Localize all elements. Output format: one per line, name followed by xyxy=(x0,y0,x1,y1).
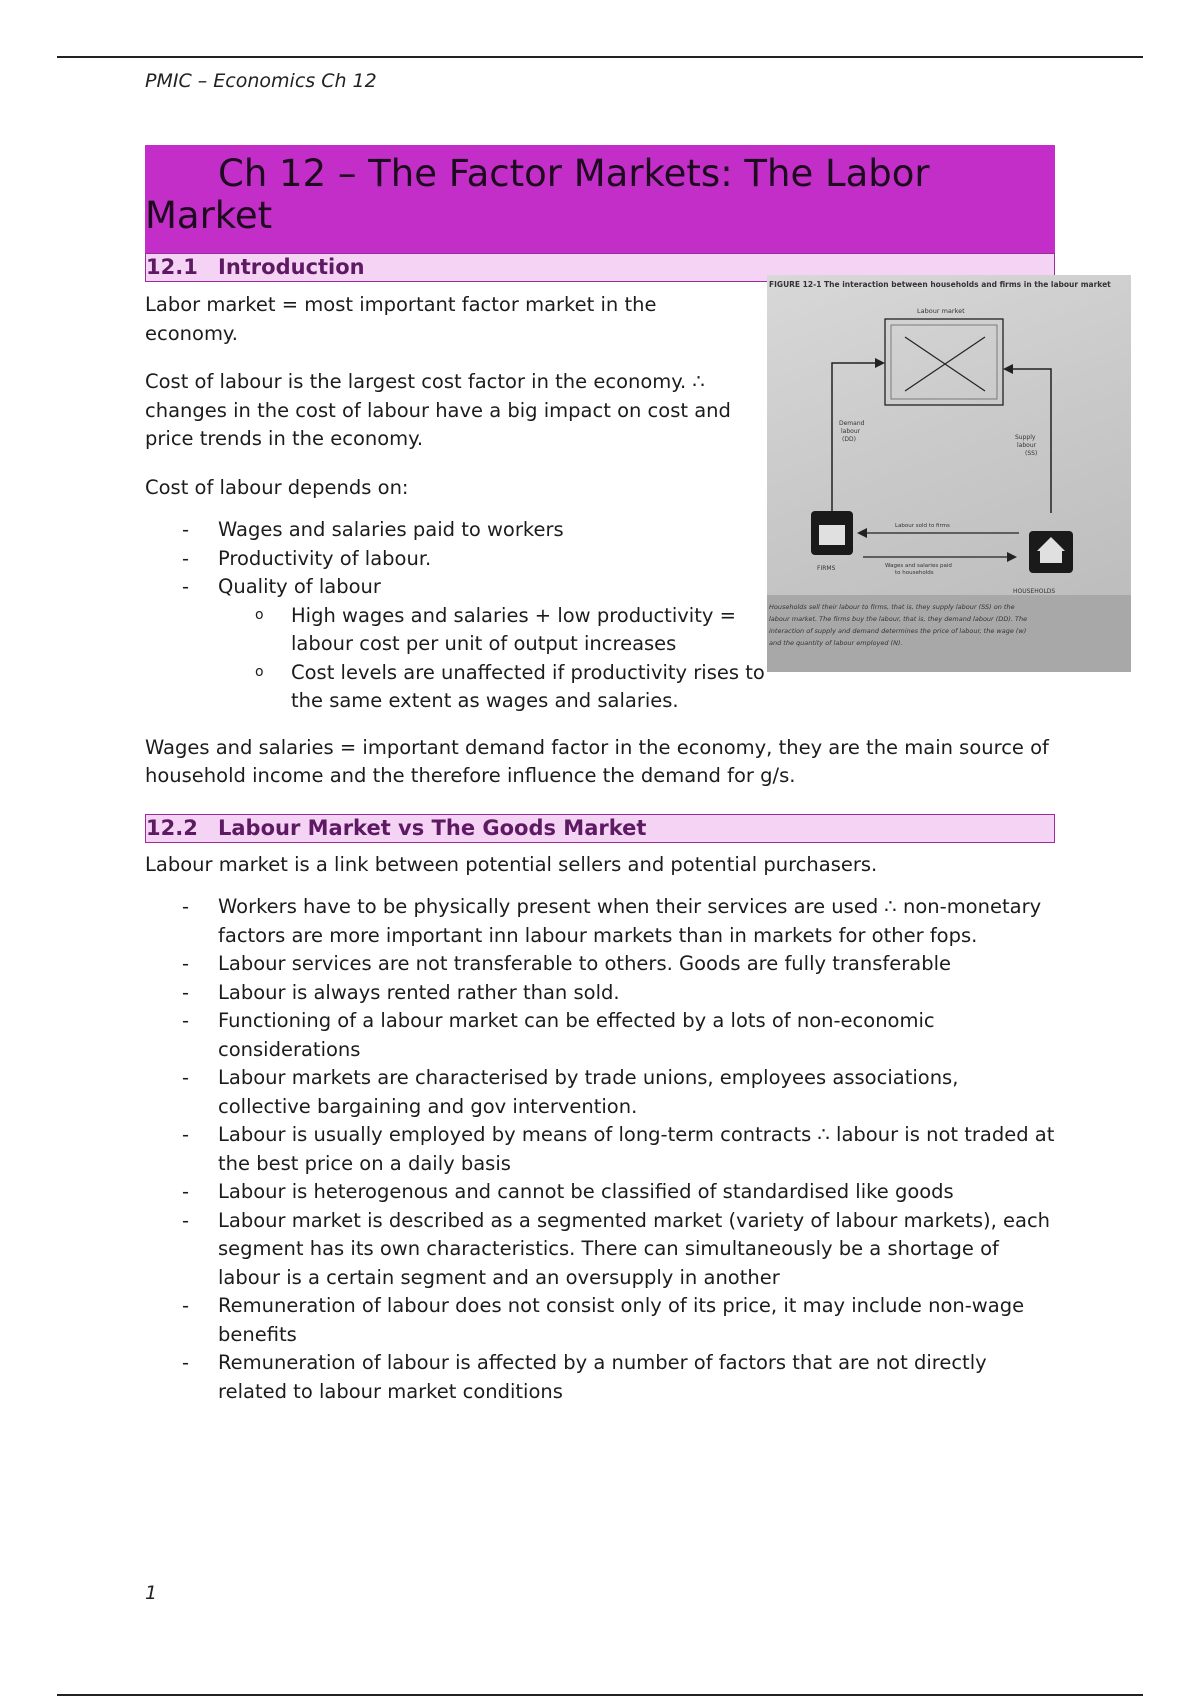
firms-label: FIRMS xyxy=(817,565,836,572)
supply-label-3: (SS) xyxy=(1025,450,1038,457)
paragraph: Wages and salaries = important demand factor in the economy, they are the main source of household income and the therefore influence the demand for g/s. xyxy=(145,735,1049,787)
section-number: 12.1 xyxy=(146,255,198,279)
market-label: Labour market xyxy=(917,307,965,315)
section-title: Labour Market vs The Goods Market xyxy=(218,815,647,840)
chapter-title-line-1: Ch 12 – The Factor Markets: The Labor xyxy=(218,152,930,195)
list-item: - Labour markets are characterised by trade unions, employees associations, collective bargaining and gov intervention. xyxy=(145,1064,1055,1121)
chapter-title xyxy=(145,145,1055,253)
wages-paid-label-1: Wages and salaries paid xyxy=(885,563,952,569)
house-body-icon xyxy=(1040,551,1062,563)
sub-list-item: o High wages and salaries + low productivity = labour cost per unit of output increases xyxy=(218,602,771,659)
wages-paid-label-2: to households xyxy=(895,570,934,576)
chapter-title-line-2: Market xyxy=(145,194,273,237)
list-item-text: Quality of labour xyxy=(218,575,381,598)
demand-label-2: labour xyxy=(841,428,861,435)
arrowhead-icon xyxy=(1007,552,1017,562)
figure-note-line: labour market. The firms buy the labour, that is, they demand labour (DD). The xyxy=(769,615,1028,623)
paragraph: Cost of labour depends on: xyxy=(145,475,409,499)
list-item: - Wages and salaries paid to workers xyxy=(145,516,1055,545)
figure-caption: FIGURE 12-1 The interaction between households and firms in the labour market xyxy=(769,280,1111,289)
paragraph: Labor market = most important factor market in the economy. xyxy=(145,293,657,345)
demand-label-1: Demand xyxy=(839,420,865,427)
labour-market-diagram xyxy=(767,275,1131,672)
labour-sold-label: Labour sold to firms xyxy=(895,523,950,529)
differences-list xyxy=(145,893,1055,1406)
list-item: - Labour is always rented rather than sold. xyxy=(145,979,1055,1008)
list-item: - Functioning of a labour market can be effected by a lots of non-economic considerations xyxy=(145,1007,1055,1064)
paragraph: Labour market is a link between potential sellers and potential purchasers. xyxy=(145,852,878,876)
supply-label-2: labour xyxy=(1017,442,1037,449)
section-heading-12-2 xyxy=(145,814,1055,843)
figure-note-line: interaction of supply and demand determines the price of labour, the wage (w) xyxy=(769,627,1027,635)
header-rule xyxy=(57,56,1143,58)
arrowhead-icon xyxy=(857,528,867,538)
paragraph: Cost of labour is the largest cost factor in the economy. ∴ changes in the cost of labour have a big impact on cost and price trends in the economy. xyxy=(145,370,731,450)
list-item: - Remuneration of labour is affected by a number of factors that are not directly related to labour market conditions xyxy=(145,1349,1055,1406)
figure-note-line: Households sell their labour to firms, that is, they supply labour (SS) on the xyxy=(769,603,1015,611)
list-item: - Productivity of labour. xyxy=(145,545,1055,574)
list-item: - Labour is usually employed by means of long-term contracts ∴ labour is not traded at the best price on a daily basis xyxy=(145,1121,1055,1178)
list-item: - Labour is heterogenous and cannot be classified of standardised like goods xyxy=(145,1178,1055,1207)
supply-arrow xyxy=(1009,369,1051,513)
factory-icon xyxy=(819,525,845,545)
section-title: Introduction xyxy=(218,255,365,279)
list-item: - Labour services are not transferable to others. Goods are fully transferable xyxy=(145,950,1055,979)
page-number: 1 xyxy=(145,1582,158,1604)
list-item: - Workers have to be physically present when their services are used ∴ non-monetary factors are more important inn labour markets than in markets for other fops. xyxy=(145,893,1055,950)
footer-rule xyxy=(57,1694,1143,1696)
market-box xyxy=(885,319,1003,405)
list-item: - Labour market is described as a segmented market (variety of labour markets), each segment has its own characteristics. There can simultaneously be a shortage of labour is a certain segment and an oversupply in another xyxy=(145,1207,1055,1293)
arrowhead-icon xyxy=(875,358,885,368)
households-label: HOUSEHOLDS xyxy=(1013,588,1056,595)
section-number: 12.2 xyxy=(146,815,198,840)
running-header: PMIC – Economics Ch 12 xyxy=(145,70,377,92)
figure-note-line: and the quantity of labour employed (N). xyxy=(769,639,903,647)
arrowhead-icon xyxy=(1003,364,1013,374)
supply-label-1: Supply xyxy=(1015,434,1036,441)
labour-market-figure xyxy=(767,275,1131,672)
sub-list-item: o Cost levels are unaffected if productivity rises to the same extent as wages and salaries. xyxy=(218,659,771,716)
demand-label-3: (DD) xyxy=(842,436,856,443)
list-item: - Remuneration of labour does not consist only of its price, it may include non-wage benefits xyxy=(145,1292,1055,1349)
